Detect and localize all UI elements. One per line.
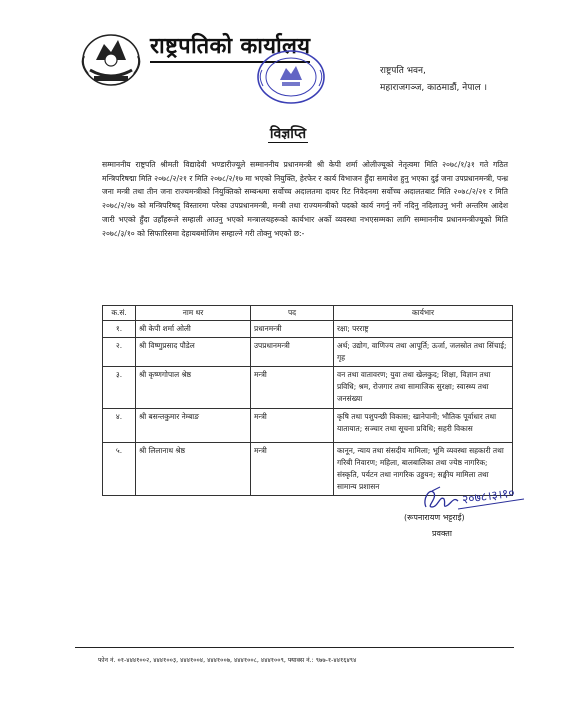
office-title: राष्ट्रपतिको कार्यालय (150, 30, 310, 63)
cell-portfolio: वन तथा वातावरण; युवा तथा खेलकुद; शिक्षा, विज्ञान तथा प्रविधि; श्रम, रोजगार तथा सामाजिक सुरक्षा; स्वास्थ्य तथा जनसंख्या (334, 367, 513, 409)
cell-sn: २. (103, 338, 136, 367)
table-row (103, 321, 513, 338)
header-portfolio: कार्यभार (334, 306, 513, 321)
cell-name: श्री कृष्णगोपाल श्रेष्ठ (136, 367, 251, 409)
footer-divider (75, 647, 514, 648)
address-line-1: राष्ट्रपति भवन, (380, 66, 426, 76)
notice-heading (0, 124, 576, 143)
cell-portfolio: अर्थ; उद्योग, वाणिज्य तथा आपूर्ति; ऊर्जा, जलस्रोत तथा सिंचाई; गृह (334, 338, 513, 367)
nepal-emblem-icon (80, 30, 142, 88)
signature-date: २०७८।३।१० (461, 485, 516, 507)
cell-name: श्री बसन्तकुमार नेम्बाङ (136, 409, 251, 443)
office-address (380, 63, 487, 97)
header-post: पद (251, 306, 334, 321)
footer-contact: फोन नं. ०१-४४४१००२, ४४४१००३, ४४४१००४, ४४४१००७, ४४४१००८, ४४४१००९, फ्याक्स नं.: ९७७-१-४४१६४९४ (98, 657, 357, 664)
address-line-2: महाराजगञ्ज, काठमाडौं, नेपाल । (380, 83, 488, 93)
cell-post: मन्त्री (251, 409, 334, 443)
cell-post: मन्त्री (251, 443, 334, 496)
cell-portfolio: कृषि तथा पशुपन्छी विकास; खानेपानी; भौतिक पूर्वाधार तथा यातायात; सञ्चार तथा सूचना प्रविधि; सहरी विकास (334, 409, 513, 443)
notice-heading-text: विज्ञप्ति (269, 126, 307, 142)
office-seal-icon (254, 48, 328, 106)
header-sn: क.सं. (103, 306, 136, 321)
cell-sn: १. (103, 321, 136, 338)
cell-post: उपप्रधानमन्त्री (251, 338, 334, 367)
table-row (103, 367, 513, 409)
header-name: नाम थर (136, 306, 251, 321)
spokesperson-name: (रूपनारायण भट्टराई) (404, 513, 465, 522)
spokesperson-title: प्रवक्ता (432, 529, 452, 538)
cell-name: श्री केपी शर्मा ओली (136, 321, 251, 338)
table-header-row (103, 306, 513, 321)
cell-portfolio: कानून, न्याय तथा संसदीय मामिला; भूमि व्यवस्था सहकारी तथा गरिबी निवारण; महिला, बालबालिका तथा ज्येष्ठ नागरिक; संस्कृति, पर्यटन तथा नागरिक उड्डयन; सङ्घीय मामिला तथा सामान्य प्रशासन (334, 443, 513, 496)
cell-sn: ३. (103, 367, 136, 409)
portfolio-table (102, 305, 513, 496)
cell-post: मन्त्री (251, 367, 334, 409)
cell-sn: ५. (103, 443, 136, 496)
cell-name: श्री विष्णुप्रसाद पौडेल (136, 338, 251, 367)
cell-sn: ४. (103, 409, 136, 443)
cell-portfolio: रक्षा; परराष्ट्र (334, 321, 513, 338)
notice-body: सम्माननीय राष्ट्रपति श्रीमती विद्यादेवी भण्डारीज्यूले सम्माननीय प्रधानमन्त्री श्री केपी शर्मा ओलीज्यूको नेतृत्वमा मिति २०७८/१/३१ गते गठित मन्त्रिपरिषद्मा मिति २०७८/२/२१ र मिति २०७८/२/१७ मा भएको नियुक्ति, हेरफेर र कार्य विभाजन हुँदा समावेश हुनु भएका दुई जना उपप्रधानमन्त्री, पन्ध्र जना मन्त्री तथा तीन जना राज्यमन्त्रीको नियुक्तिको सम्बन्धमा सर्वोच्च अदालतमा दायर रिट निवेदनमा सर्वोच्च अदालतबाट मिति २०७८/२/२१ र मिति २०७८/२/२७ को मन्त्रिपरिषद् विस्तारमा परेका उपप्रधानमन्त्री, मन्त्री तथा राज्यमन्त्रीको पदको कार्य नगर्नु नर्गे नदिनु नदिलाउनु भनी अन्तरिम आदेश जारी भएको हुँदा उहाँहरूले सम्हाली आउनु भएको मन्त्रालयहरूको कार्यभार अर्को व्यवस्था नभएसम्मका लागि सम्माननीय प्रधानमन्त्रीज्यूको मिति २०७८/३/१० को सिफारिसमा देहायबमोजिम सम्हाल्ने गरी तोक्नु भएको छ:- (102, 160, 508, 238)
table-row (103, 338, 513, 367)
table-row (103, 409, 513, 443)
cell-name: श्री लिलानाथ श्रेष्ठ (136, 443, 251, 496)
cell-post: प्रधानमन्त्री (251, 321, 334, 338)
